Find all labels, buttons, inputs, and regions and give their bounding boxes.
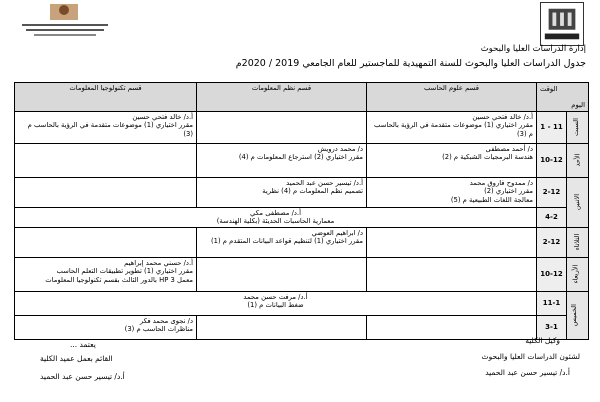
vice-dean-name: أ.د/ تيسير حسن عبد الحميد [485, 368, 570, 377]
vice-dean-role: لشئون الدراسات العليا والبحوث [481, 352, 580, 361]
time-cell: 10-12 [537, 144, 567, 178]
it-cell: أ.د/ حسني محمد إبراهيم مقرر اختياري (1) تطوير تطبيقات التعلم الحاسب معمل 3 HP بالدور الثالث بقسم تكنولوجيا المعلومات [15, 257, 197, 291]
schedule-title: جدول الدراسات العليا والبحوث للسنة التمهيدية للماجستير للعام الجامعي 2019 / 2020م [235, 58, 586, 69]
approval-title: يعتمد ... [70, 340, 96, 349]
university-logo [540, 2, 584, 46]
table-row [15, 315, 589, 339]
faculty-logo [20, 2, 110, 42]
time-cell: 2-12 [537, 227, 567, 257]
corner-time-label: الوقت [540, 85, 558, 93]
cs-cell: أ.د/ خالد فتحي حسين مقرر اختياري (1) موضوعات متقدمة في الرؤية بالحاسب م (3) [367, 112, 537, 144]
day-cell: الثلاثاء [567, 227, 589, 257]
cs-cell [367, 227, 537, 257]
cs-column-header: قسم علوم الحاسب [367, 83, 537, 112]
day-cell: الأربعاء [567, 257, 589, 291]
table-row [15, 178, 589, 208]
acting-dean-name: أ.د/ تيسير حسن عبد الحميد [40, 372, 125, 381]
it-cell: د/ نجوى محمد فكر مناظرات الحاسب م (3) [15, 315, 197, 339]
time-cell: 11 - 1 [537, 112, 567, 144]
time-cell: 3-1 [537, 315, 567, 339]
table-row [15, 257, 589, 291]
is-cell [197, 112, 367, 144]
shared-cell: أ.د/ مرفت حسن محمد ضغط البيانات م (1) [15, 291, 537, 315]
it-cell [15, 227, 197, 257]
cs-cell: د/ أحمد مصطفى هندسة البرمجيات الشبكية م (2) [367, 144, 537, 178]
time-cell: 11-1 [537, 291, 567, 315]
cs-cell: د/ ممدوح فاروق محمد مقرر اختياري (2) معالجة اللغات الطبيعية م (5) [367, 178, 537, 208]
table-header-row [15, 83, 589, 112]
it-column-header: قسم تكنولوجيا المعلومات [15, 83, 197, 112]
table-row [15, 208, 589, 228]
table-row [15, 144, 589, 178]
day-cell: السبت [567, 112, 589, 144]
schedule-table [14, 82, 589, 340]
time-cell: 10-12 [537, 257, 567, 291]
is-cell [197, 315, 367, 339]
it-cell [15, 144, 197, 178]
is-column-header: قسم نظم المعلومات [197, 83, 367, 112]
cs-cell [367, 315, 537, 339]
vice-dean-title: وكيل الكلية [525, 336, 560, 345]
table-row [15, 291, 589, 315]
corner-day-label: اليوم [571, 100, 585, 109]
is-cell: د/ محمد درويش مقرر اختياري (2) استرجاع المعلومات م (4) [197, 144, 367, 178]
is-cell [197, 257, 367, 291]
time-cell: 2-12 [537, 178, 567, 208]
day-time-corner [537, 83, 589, 112]
time-cell: 4-2 [537, 208, 567, 228]
cs-cell [367, 257, 537, 291]
day-cell: الاثنين [567, 178, 589, 228]
day-cell: الخميس [567, 291, 589, 339]
table-row [15, 227, 589, 257]
it-cell: أ.د/ خالد فتحي حسين مقرر اختياري (1) موضوعات متقدمة في الرؤية بالحاسب م (3) [15, 112, 197, 144]
is-cell: أ.د/ تيسير حسن عبد الحميد تصميم نظم المعلومات م (4) نظرية [197, 178, 367, 208]
day-cell: الأحد [567, 144, 589, 178]
is-cell: د/ ابراهيم العوضي مقرر اختياري (1) لتنظيم قواعد البيانات المتقدم م (1) [197, 227, 367, 257]
table-row [15, 112, 589, 144]
shared-cell: أ.د/ مصطفى مكي معمارية الحاسبات الحديثة (بكلية الهندسة) [15, 208, 537, 228]
acting-dean-role: القائم بعمل عميد الكلية [40, 354, 113, 363]
department-line: إدارة الدراسات العليا والبحوث [480, 44, 586, 54]
it-cell [15, 178, 197, 208]
